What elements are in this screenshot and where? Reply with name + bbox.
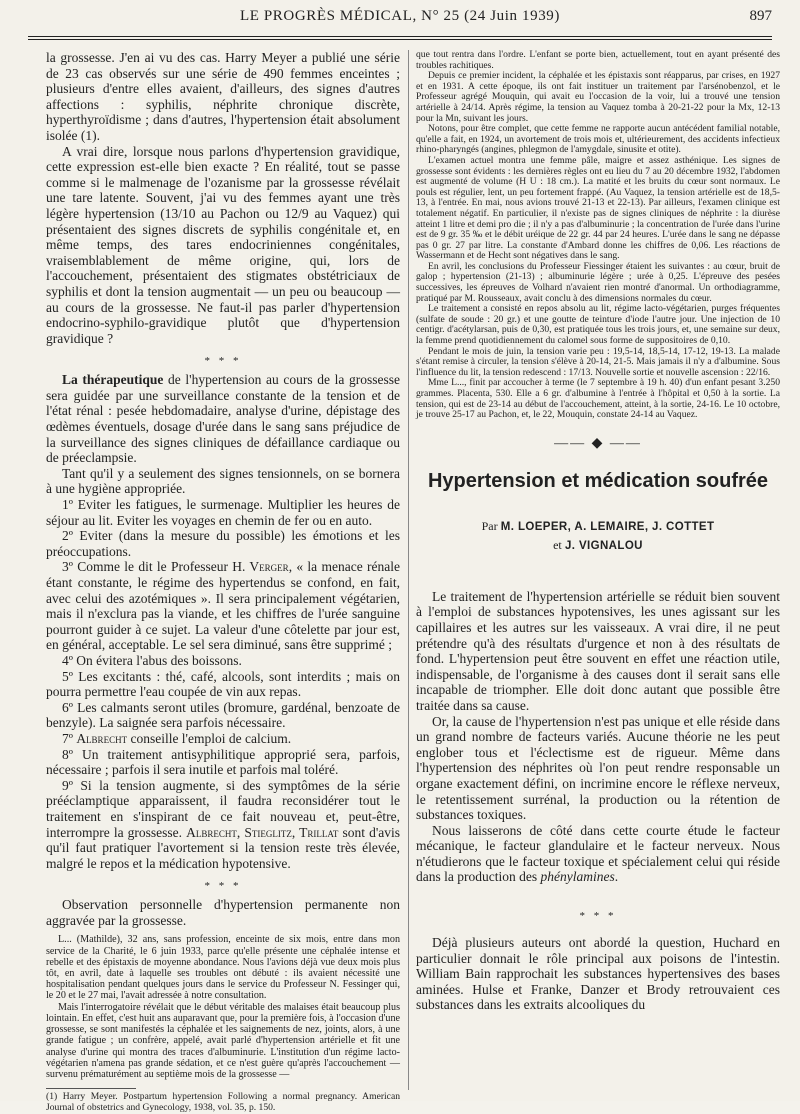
list-item [46, 731, 400, 747]
observation-paragraph: Mais l'interrogatoire révélait que le début véritable des malaises était beaucoup plus lointain. En effet, c'est huit ans auparavant que, pour la première fois, à l'occasion d'une grossesse, se sont manifestés la céphalée et les saignements de nez, joints, alors, à une grande fatigue ; un confrère, appelé, avait parlé d'hypertension artérielle et fit une analyse d'urine qui montra des traces d'albuminurie. L'institution d'un régime lacto-végétarien n'amena pas grande sédation, et ce n'est guère qu'après l'accouchement — survenu prématurément au septième mois de la grossesse — [46, 1001, 400, 1080]
list-text: sont d'avis qu'il faut pratiquer l'avortement si la tension reste très élevée, malgré le repos et la médication hypotensive. [46, 824, 400, 871]
list-item [46, 778, 400, 872]
author-name: Albrecht [76, 730, 128, 746]
observation-paragraph: Pendant le mois de juin, la tension varie peu : 19,5-14, 18,5-14, 17-12, 19-13. La malade s'étant remise à circuler, la tension s'élève à 20-14, 21-5. Mais jamais il n'y a d'albumine. Sous l'influence du lit, la tension redescend : 17/13. Nouvelle sortie et nouvelle ascension : 22/16. [416, 345, 780, 378]
list-item [46, 559, 400, 653]
list-text: 9º Si la tension augmente, si des symptômes de la série prééclamptique apparaissent, il faudra reconsidérer tout le traitement en s'inspirant de ce fait nouveau et, peut-être, interrompre la grossesse. [46, 777, 400, 840]
author-name: H. Verger [232, 559, 289, 575]
header-rule-double [28, 39, 772, 40]
list-item: 2º Eviter (dans la mesure du possible) les émotions et les préoccupations. [46, 528, 400, 559]
article-title: Hypertension et médication soufrée [427, 469, 769, 492]
right-column [416, 50, 780, 1090]
column-divider [408, 50, 409, 1090]
therapy-paragraph [46, 372, 400, 466]
paragraph: A vrai dire, lorsque nous parlons d'hypertension gravidique, cette expression est-elle bien exacte ? En réalité, tout se passe comme si le malmenage de l'ozanisme par la grossesse révélait une tare latente. Souvent, j'ai vu des femmes ayant une très légère hypertension (13/10 au Pachon ou 12/9 au Vaquez) qui présentaient des signes discrets de syphilis congénitale et, en même temps, des tares endocriniennes congénitales, vraisemblablement de même origine, qui, lors de l'accouchement, présentaient des stigmates obstétriciaux de syphilis et dont la tension augmentait — un peu ou beaucoup — au cours de la grossesse. Ne faut-il pas parler d'hypertension endocrino-syphilo-gravidique plutôt que d'hypertension gravidique ? [46, 143, 400, 346]
author-names: Albrecht, Stieglitz, Trillat [186, 824, 339, 840]
authors-et: et [553, 537, 562, 552]
section-separator: * * * [204, 355, 242, 368]
article-paragraph [416, 823, 780, 885]
list-item: 5º Les excitants : thé, café, alcools, sont interdits ; mais on pourra permettre l'eau coupée de vin aux repas. [46, 668, 400, 700]
running-header [28, 8, 772, 38]
journal-title: LE PROGRÈS MÉDICAL, N° 25 (24 Juin 1939) [239, 8, 560, 24]
footnote: (1) Harry Meyer. Postpartum hypertension Following a normal pregnancy. American Journal of obstetrics and Gynecology, 1938, vol. 35, p. 150. [46, 1091, 400, 1113]
left-column [46, 50, 400, 1113]
observation-paragraph: Mme L..., finit par accoucher à terme (le 7 septembre à 19 h. 40) d'un enfant pesant 3.250 grammes. Placenta, 530. Elle a 6 gr. d'albumine à l'entrée à l'hôpital et 0,50 à la sortie. La tension, qui est de 23-14 au début de l'accouchement, atteint, à la sortie, 24-16. Le 10 octobre, je trouve 25-17 au Pachon, et, le 22, Mouquin, constate 24-14 au Vaquez. [416, 377, 780, 421]
observation-title: Observation personnelle d'hypertension permanente non aggravée par la grossesse. [46, 897, 400, 928]
emphasis-term: phénylamines [540, 869, 615, 885]
article-text: . [614, 869, 619, 885]
article-paragraph: Le traitement de l'hypertension artérielle se réduit bien souvent à l'emploi de substances hypotensives, les unes agissant sur les capillaires et les autres sur les vaisseaux. A vrai dire, il ne peut prétendre qu'à des résultats d'urgence et non à des résultats de fond. L'hypertension peut être souvent en effet une réaction utile, indispensable, de l'organisme à des causes dont il serait sans elle incapable de triompher. Elle doit donc autant que possible être traitée dans sa cause. [416, 588, 780, 713]
list-text: conseille l'emploi de calcium. [127, 730, 292, 746]
list-text: , « la menace rénale étant constante, le régime des hypertendus se confond, en fait, avec celui des azotémiques ». Il sera principalement végétarien, mais il n'exclura pas la viande, et les chiffres de l'urée sanguine pourront guider à ce sujet. La valeur d'une côtelette par jour est, en général, acceptable. Le sel sera diminué, sans être supprimé ; [46, 559, 400, 653]
observation-paragraph: En avril, les conclusions du Professeur Fiessinger étaient les suivantes : au cœur, bruit de galop ; hypertension (21-13) ; albuminurie légère ; urée à 0,25. L'épreuve des pesées successives, les épreuves de Volhard n'avaient rien montré d'anormal. Un orthodiagramme, pratiqué par M. Rousseaux, avait conclu à des dimensions normales du cœur. [416, 260, 780, 304]
section-separator: * * * [579, 910, 617, 923]
therapy-lead: La thérapeutique [62, 372, 164, 388]
authors-par: Par [481, 518, 498, 533]
authors-line-1: M. LOEPER, A. LEMAIRE, J. COTTET [500, 520, 715, 533]
list-item: 4º On évitera l'abus des boissons. [62, 652, 242, 668]
observation-paragraph: L... (Mathilde), 32 ans, sans profession, enceinte de six mois, entre dans mon service de la Charité, le 6 juin 1933, parce qu'elle présente une céphalée intense et rebelle et des épistaxis de moyenne abondance. Nous l'avions déjà vue deux mois plus tôt, en avril, date à laquelle ses troubles ont débuté : ils avaient nécessité une hospitalisation pendant quelques jours dans le service du Professeur N. Fessinger qui, le 20 et le 27 mai, l'avait adressée à notre consultation. [46, 934, 400, 1002]
observation-paragraph: Depuis ce premier incident, la céphalée et les épistaxis sont réapparus, par crises, en 1927 et en 1931. A cette époque, ils ont fait instituer un traitement par l'arsénobenzol, et le Professeur agrégé Mouquin, qui avait eu l'occasion de la voir, lui a trouvé une tension artérielle à 24/14. Après régime, la tension au Vaquez tomba à 20-21-22 pour la Mx, 12-13 pour la Mn, suivant les jours. [416, 70, 780, 124]
ornamental-divider: —— ◆ —— [554, 435, 642, 451]
observation-paragraph: que tout rentra dans l'ordre. L'enfant se porte bien, actuellement, tout en ayant présenté des troubles rachitiques. [416, 49, 780, 71]
list-item: 8º Un traitement antisyphilitique approprié sera, parfois, nécessaire ; parfois il sera inutile et parfois mal toléré. [46, 746, 400, 778]
section-separator: * * * [204, 880, 242, 893]
list-text: 3º Comme le dit le Professeur [62, 559, 233, 575]
paragraph: Tant qu'il y a seulement des signes tensionnels, on se bornera à une hygiène appropriée. [46, 465, 400, 497]
page-number: 897 [749, 8, 772, 24]
authors-line-2: J. VIGNALOU [564, 539, 643, 552]
observation-paragraph: Le traitement a consisté en repos absolu au lit, régime lacto-végétarien, purges fréquentes (sulfate de soude : 20 gr.) et une goutte de teinture d'iode l'autre jour. Une injection de 10 centigr. d'acétylarsan, puis de 0,30, est pratiquée tous les trois jours, et, une semaine sur deux, la femme prend quotidiennement du calomel sous forme de suppositoires de 0,10. [416, 303, 780, 347]
observation-paragraph: L'examen actuel montra une femme pâle, maigre et assez asthénique. Les signes de grossesse sont évidents : les dernières règles ont eu lieu du 7 au 20 décembre 1932, l'abdomen est augmenté de volume (H U : 18 cm.). La matité et les bruits du cœur sont normaux. Le pouls est régulier, lent, un peu fortement frappé. (Au Vaquez, la tension artérielle est de 18,5-13, à l'entrée. En mai, nous avions trouvé 21-13 et 22-13). Par ailleurs, l'examen clinique est totalement négatif. En particulier, il n'existe pas de signes cliniques de néphrite : la diurèse atteint 1 litre et demi pro die ; il n'y a pas d'albuminurie ; la concentration de l'urée dans l'urine est de 9 gr. 35 ‰ et le débit uréique de 22 gr. 44 par 24 heures. L'urée dans le sang ne dépasse pas 0 gr. 27 par litre. La constante d'Ambard donne les chiffres de 0,06. Les réactions de Wassermann et de Hecht sont négatives dans le sang. [416, 154, 780, 262]
list-item: 6º Les calmants seront utiles (bromure, gardénal, benzoate de benzyle). La saignée sera parfois nécessaire. [46, 699, 400, 731]
author-block [416, 517, 780, 555]
footnote-rule [46, 1088, 136, 1089]
article-paragraph: Or, la cause de l'hypertension n'est pas unique et elle réside dans un grand nombre de facteurs variés. Aucune théorie ne les peut englober tous et l'éclectisme est de rigueur. Même dans l'hypertension des néphrites où l'on peut rendre responsable un organe exactement défini, on incrimine encore le réflexe nerveux, le retentissement surrénal, la production ou la rétention de substances toxiques. [416, 713, 780, 823]
therapy-text: de l'hypertension au cours de la grossesse sera guidée par une surveillance constante de la tension et de l'état rénal : pesée hebdomadaire, analyse d'urine, dépistage des œdèmes éventuels, dosage d'urée dans le sang sans préjudice de la surveillance des signes cliniques de défaillance cardiaque ou de préeclampsie. [46, 372, 400, 466]
article-paragraph: Déjà plusieurs auteurs ont abordé la question, Huchard en particulier donnait le rôle principal aux poisons de l'intestin. William Bain rapprochait les substances hypertensives des bases aminées. Hulse et Franke, Danzer et Brody retrouvaient ces substances dans les extraits alcooliques du [416, 935, 780, 1013]
observation-paragraph: Notons, pour être complet, que cette femme ne rapporte aucun antécédent familial notable, qu'elle a fait, en 1924, un avortement de trois mois et, ultérieurement, des accidents infectieux rhino-pharyngés (angines, phlegmon de l'amygdale, sinusite et otite). [416, 123, 780, 156]
article-text: Nous laisserons de côté dans cette courte étude le facteur mécanique, le facteur glandulaire et le facteur nerveux. Nous n'étudierons que le facteur toxique et spécialement celui qui réside dans la production des [416, 822, 780, 885]
header-rule [28, 36, 772, 37]
list-text: 7º [62, 730, 77, 746]
paragraph: la grossesse. J'en ai vu des cas. Harry Meyer a publié une série de 23 cas observés sur une série de 490 femmes enceintes ; plusieurs d'entre elles avaient, d'ailleurs, des signes d'autres affections : syphilis, néphrite chronique discrète, hyperthyroïdisme ; dans d'autres, l'hypertension était absolument isolée (1). [46, 50, 400, 143]
list-item: 1º Eviter les fatigues, le surmenage. Multiplier les heures de séjour au lit. Eviter les voyages en chemin de fer ou en auto. [46, 497, 400, 528]
